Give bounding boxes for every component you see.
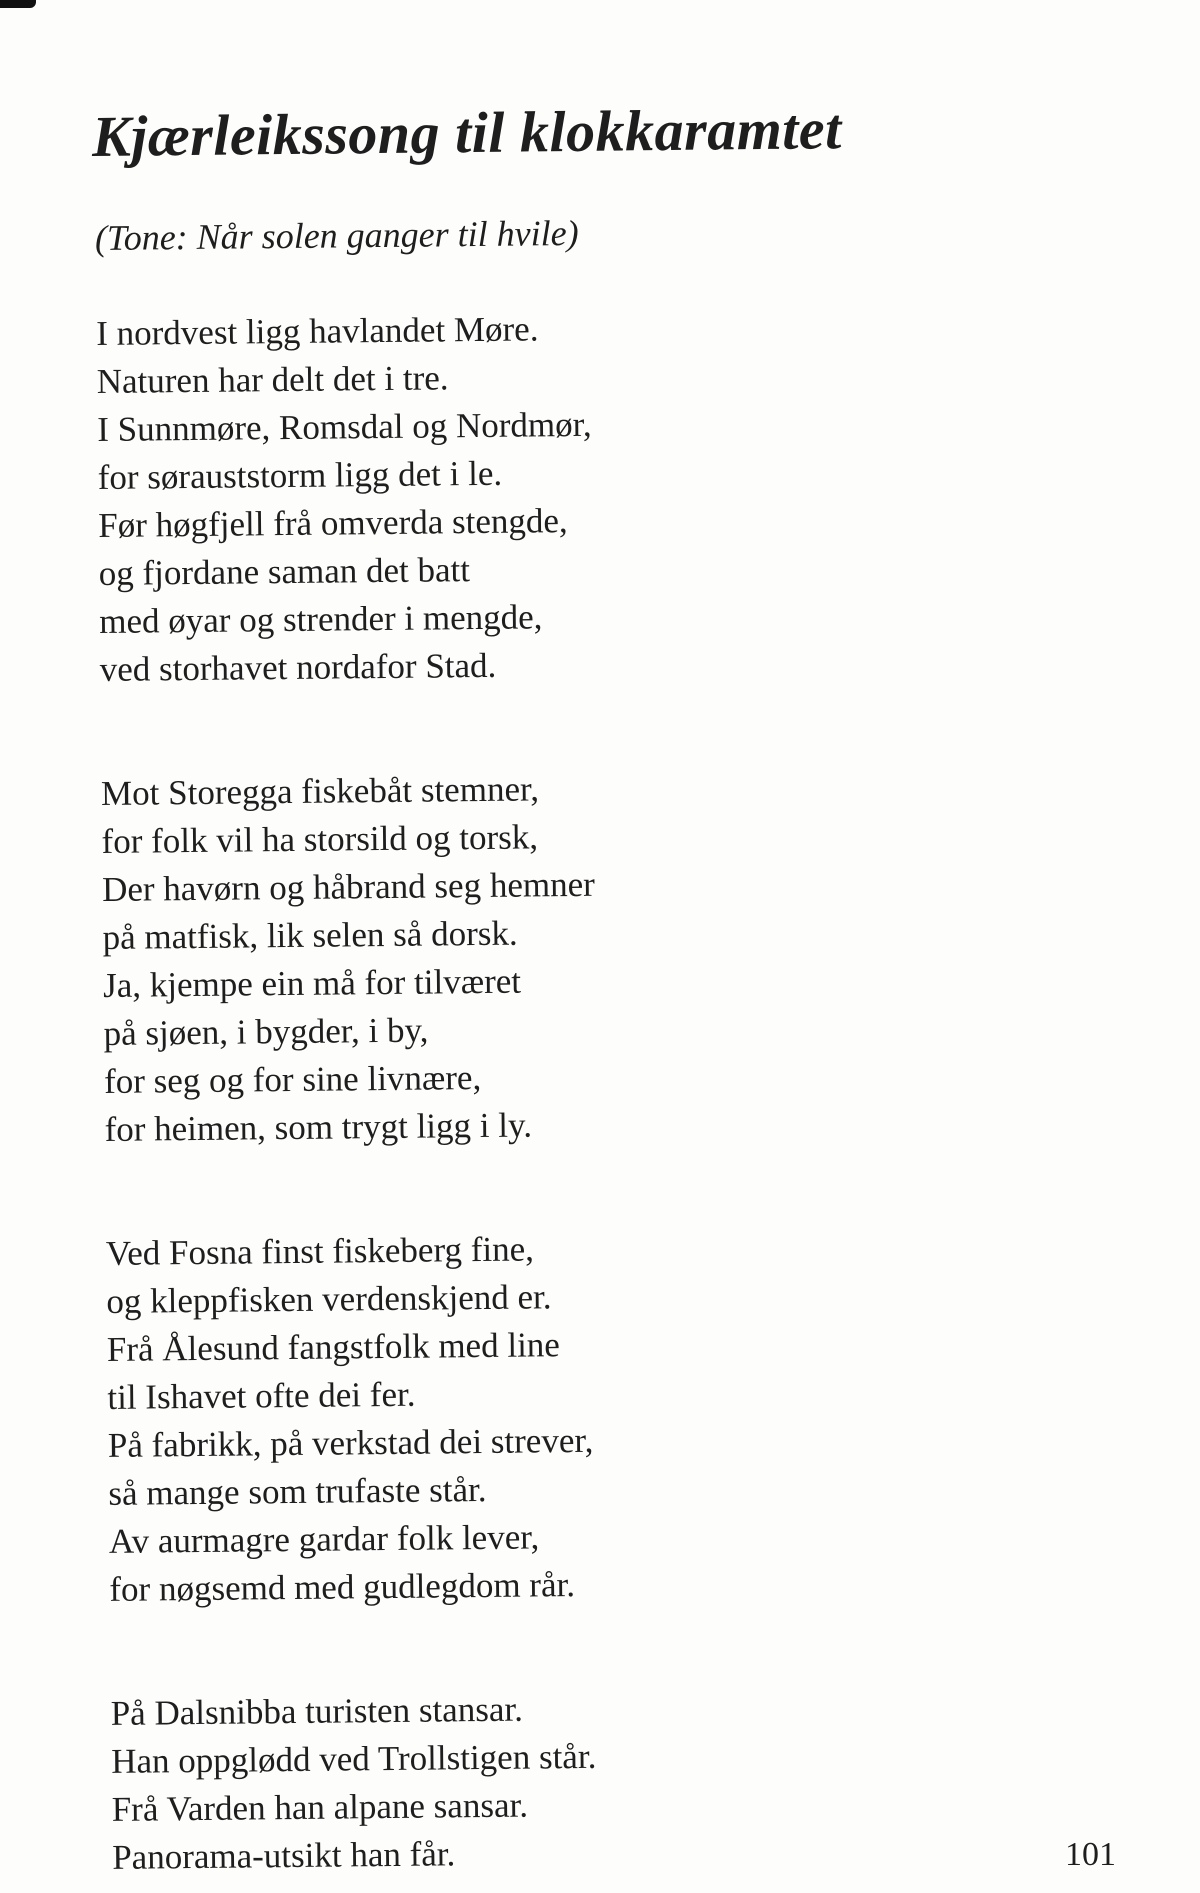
verse-line: for seg og for sine livnære, — [103, 1058, 482, 1101]
verse-line: Panorama-utsikt han får. — [112, 1834, 456, 1877]
poem-title: Kjærleikssong til klokkaramtet — [91, 96, 843, 169]
verse-line: Naturen har delt det i tre. — [96, 358, 449, 401]
poem-body — [96, 305, 607, 1882]
verse-line: med øyar og strender i mengde, — [99, 597, 543, 641]
verse-line: Der havørn og håbrand seg hemner — [101, 864, 595, 909]
stanza-3 — [106, 1225, 604, 1614]
verse-line: til Ishavet ofte dei fer. — [107, 1374, 416, 1417]
verse-line: Før høgfjell frå omverda stengde, — [98, 501, 568, 545]
verse-line: og kleppfisken verdenskjend er. — [106, 1277, 552, 1321]
page-number: 101 — [1065, 1836, 1116, 1873]
stanza-4 — [110, 1685, 606, 1882]
verse-line: Han oppglødd ved Trollstigen står. — [110, 1736, 597, 1781]
stanza-2 — [101, 765, 599, 1154]
verse-line: på sjøen, i bygder, i by, — [103, 1010, 429, 1053]
verse-line: på matfisk, lik selen så dorsk. — [102, 913, 518, 957]
verse-line: Ved Fosna finst fiskeberg fine, — [105, 1229, 535, 1273]
verse-line: for søraustst​orm ligg det i le. — [97, 453, 503, 497]
verse-line: Frå Ålesund fangstfolk med line — [106, 1325, 561, 1369]
verse-line: for heimen, som trygt ligg i ly. — [104, 1105, 533, 1149]
verse-line: På Dalsnibba turisten stansar. — [110, 1689, 524, 1733]
verse-line: for nøgsemd med gudlegdom rår. — [109, 1565, 576, 1609]
verse-line: ved storhavet nordafor Stad. — [99, 645, 497, 689]
verse-line: På fabrikk, på verkstad dei strever, — [107, 1420, 594, 1465]
tune-note: (Tone: Når solen ganger til hvile) — [94, 212, 579, 258]
verse-line: og fjordane saman det batt — [98, 550, 471, 593]
verse-line: I Sunnmøre, Romsdal og Nordmør, — [97, 404, 592, 449]
verse-line: Ja, kjempe ein må for tilværet — [102, 961, 522, 1005]
scan-corner-mark — [0, 0, 36, 8]
stanza-1 — [96, 305, 594, 694]
verse-line: Av aurmagre gardar folk lever, — [108, 1517, 540, 1561]
verse-line: Mot Storegga fiskebåt stemner, — [100, 769, 540, 813]
verse-line: Frå Varden han alpane sansar. — [111, 1785, 529, 1829]
verse-line: så mange som trufaste står. — [108, 1469, 487, 1513]
verse-line: I nordvest ligg havlandet Møre. — [96, 309, 539, 353]
verse-line: for folk vil ha storsild og torsk, — [101, 817, 539, 861]
